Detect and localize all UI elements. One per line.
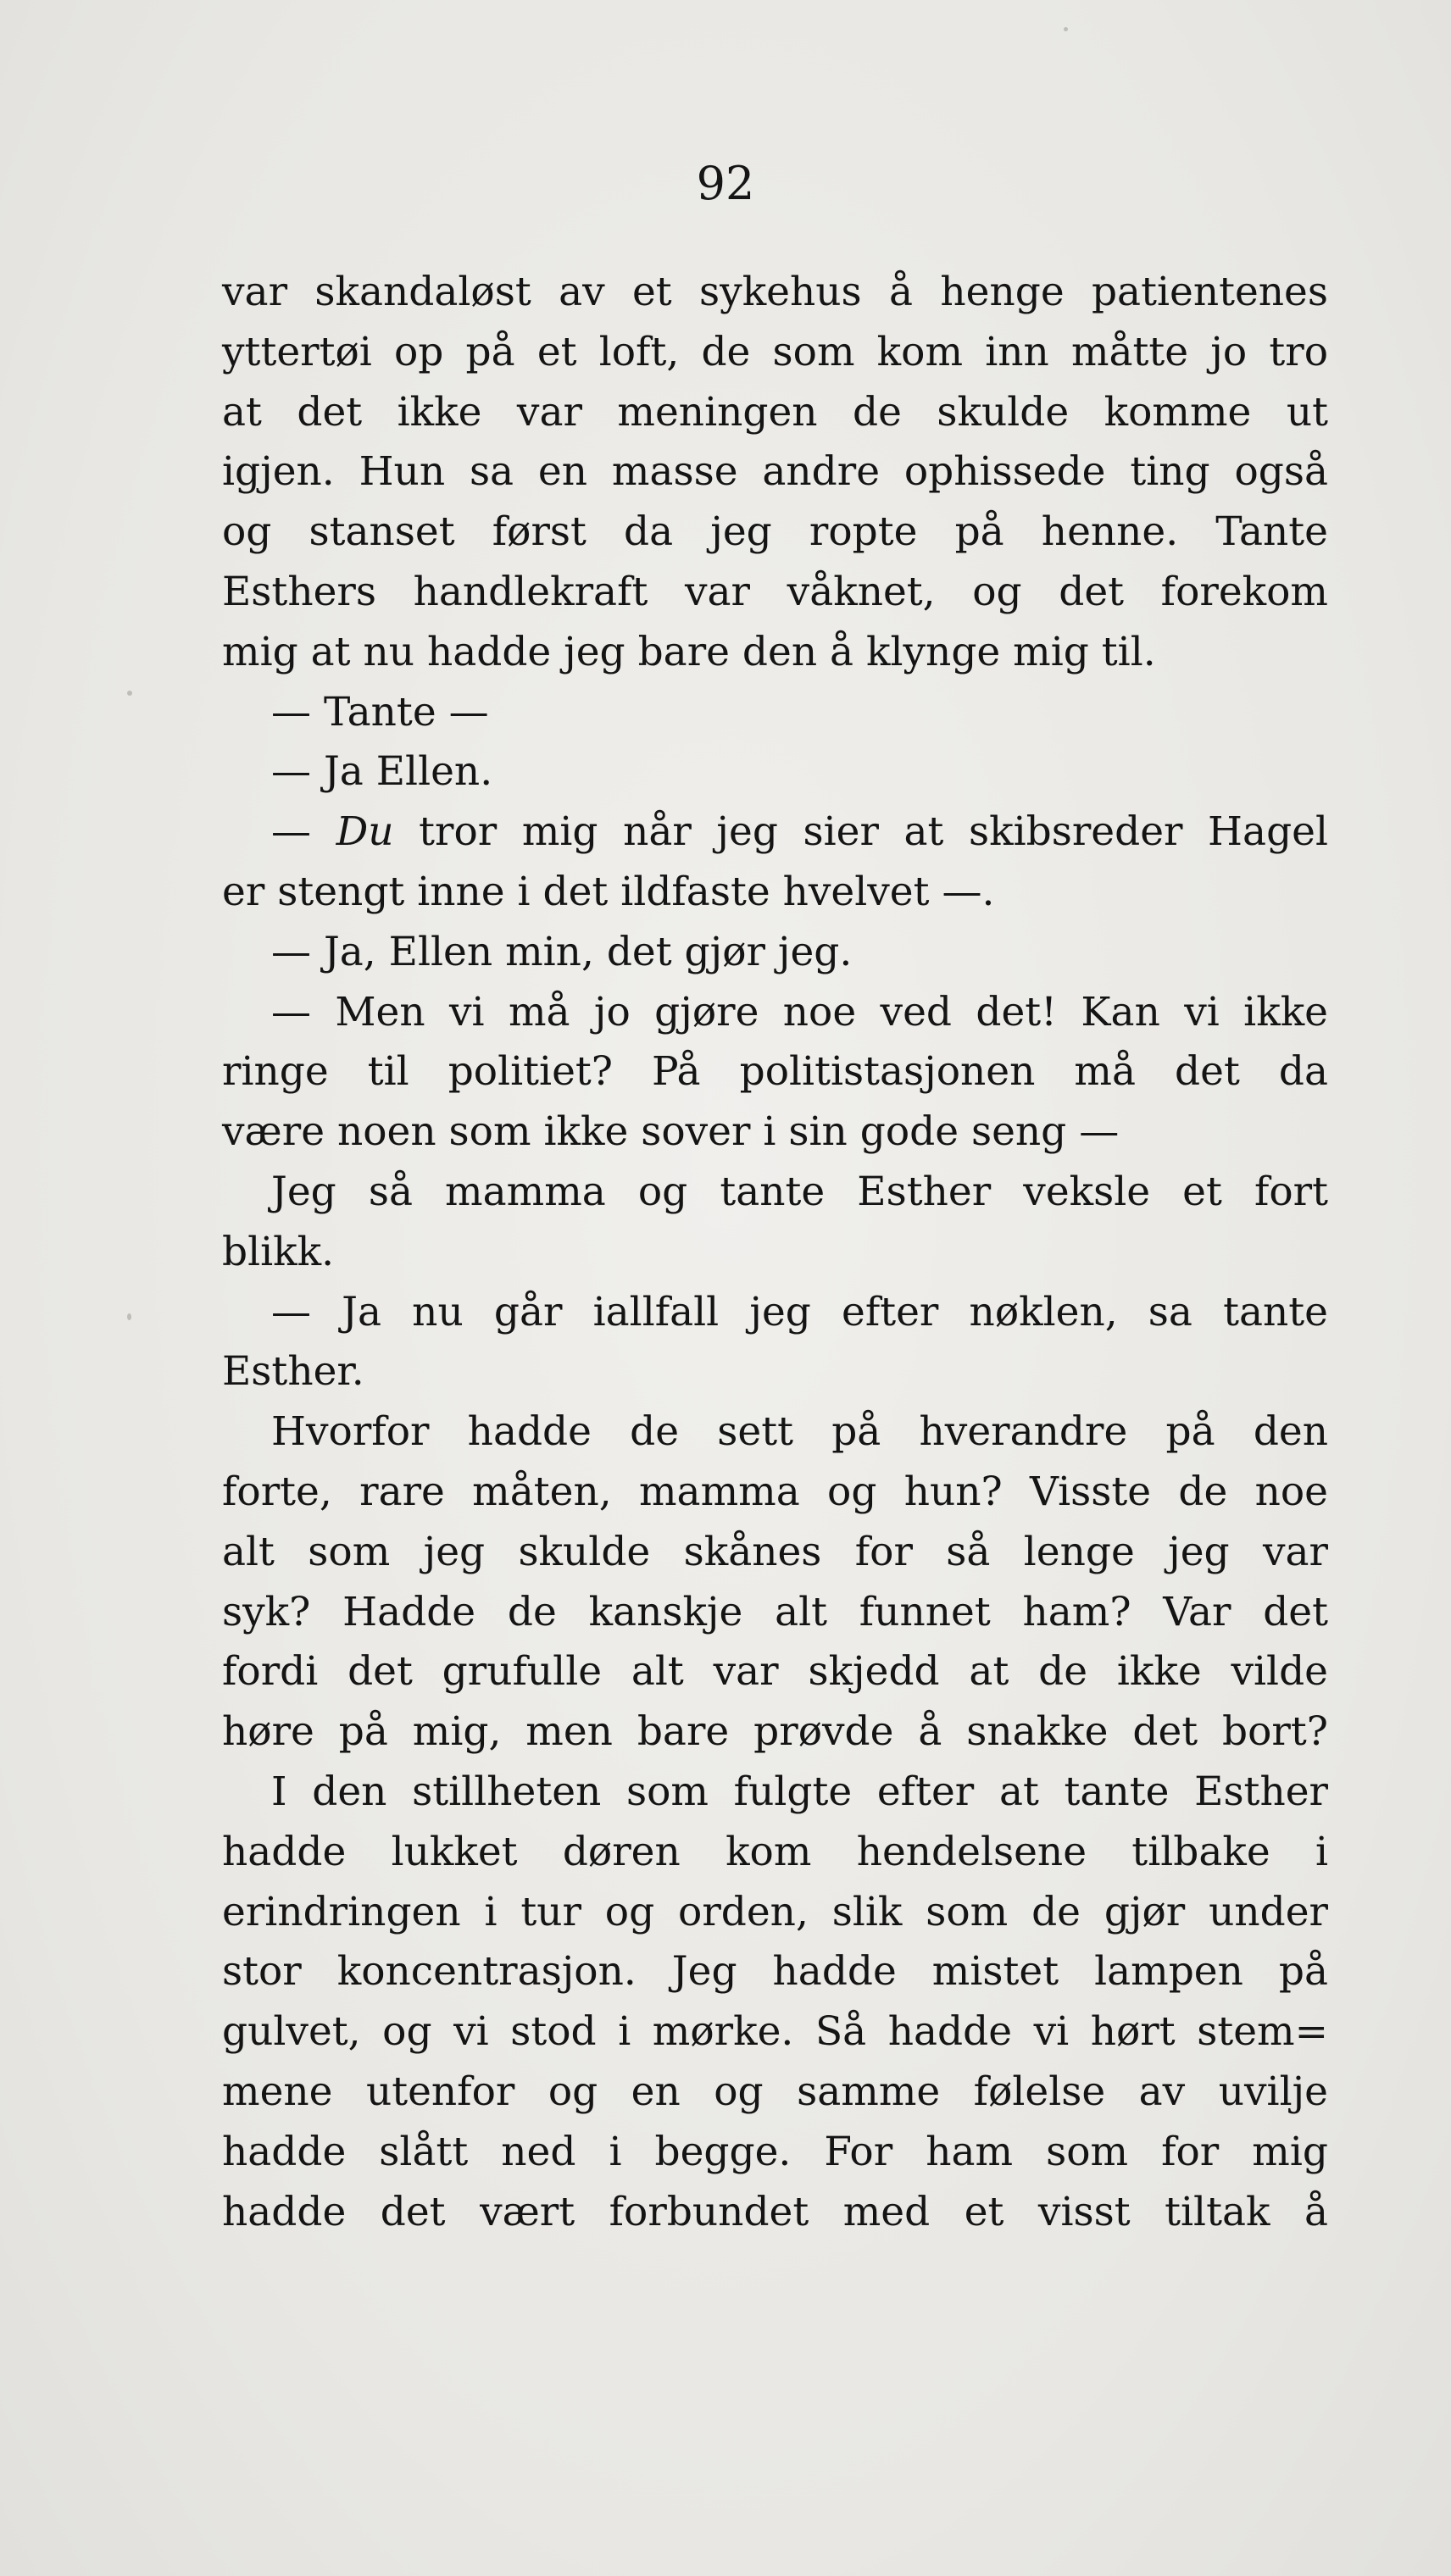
text-line: alt som jeg skulde skånes for så lenge jeg var [222, 1528, 1328, 1575]
paper-speck [127, 691, 132, 696]
text-line [222, 802, 1328, 863]
text-line: stor koncentrasjon. Jeg hadde mistet lampen på [222, 1948, 1328, 1996]
text-line: mig at nu hadde jeg bare den å klynge mig til. [222, 628, 1156, 675]
text-line: Esther. [222, 1348, 364, 1396]
text-line: I den stillheten som fulgte efter at tante Esther [271, 1768, 1328, 1815]
body-text [222, 263, 1328, 2242]
text-line: at det ikke var meningen de skulde komme ut [222, 388, 1328, 436]
text-line: blikk. [222, 1228, 335, 1275]
text-line: — Tante — [271, 688, 489, 736]
text-line: fordi det grufulle alt var skjedd at de ikke vilde [222, 1648, 1328, 1696]
text-line: høre på mig, men bare prøvde å snakke det bort? [222, 1708, 1328, 1756]
text-line: mene utenfor og en og samme følelse av uvilje [222, 2068, 1328, 2115]
page-number: 92 [696, 157, 755, 210]
text-line: Jeg så mamma og tante Esther veksle et fort [271, 1168, 1328, 1215]
text-line: ringe til politiet? På politistasjonen må det da [222, 1048, 1328, 1096]
text-line: er stengt inne i det ildfaste hvelvet —. [222, 868, 995, 915]
text-line: gulvet, og vi stod i mørke. Så hadde vi hørt stem= [222, 2008, 1328, 2056]
text-line: igjen. Hun sa en masse andre ophissede ting også [222, 448, 1328, 496]
paper-speck [1064, 27, 1068, 31]
text-line: syk? Hadde de kanskje alt funnet ham? Var det [222, 1588, 1328, 1635]
text-line: — Men vi må jo gjøre noe ved det! Kan vi ikke [271, 988, 1328, 1035]
text-line: hadde det vært forbundet med et visst tiltak å [222, 2188, 1328, 2235]
text-line-emphasis: Du [336, 808, 394, 856]
paper-speck [127, 1313, 131, 1320]
text-line: Esthers handlekraft var våknet, og det forekom [222, 568, 1328, 615]
text-line: — Ja nu går iallfall jeg efter nøklen, sa tante [271, 1288, 1328, 1335]
text-line: erindringen i tur og orden, slik som de gjør under [222, 1888, 1328, 1935]
text-line: yttertøi op på et loft, de som kom inn måtte jo tro [222, 328, 1328, 375]
text-line: — Ja Ellen. [271, 748, 493, 796]
text-line: var skandaløst av et sykehus å henge patientenes [222, 269, 1328, 315]
text-line: forte, rare måten, mamma og hun? Visste de noe [222, 1468, 1328, 1515]
text-line: og stanset først da jeg ropte på henne. Tante [222, 508, 1328, 556]
text-line: hadde lukket døren kom hendelsene tilbake i [222, 1828, 1328, 1875]
text-line-rest: tror mig når jeg sier at skibsreder Hagel [393, 808, 1328, 856]
text-line: hadde slått ned i begge. For ham som for mig [222, 2128, 1328, 2175]
text-line-prefix: — [271, 808, 336, 856]
text-line: være noen som ikke sover i sin gode seng — [222, 1108, 1120, 1156]
text-line: Hvorfor hadde de sett på hverandre på den [271, 1408, 1328, 1456]
text-line: — Ja, Ellen min, det gjør jeg. [271, 928, 853, 975]
